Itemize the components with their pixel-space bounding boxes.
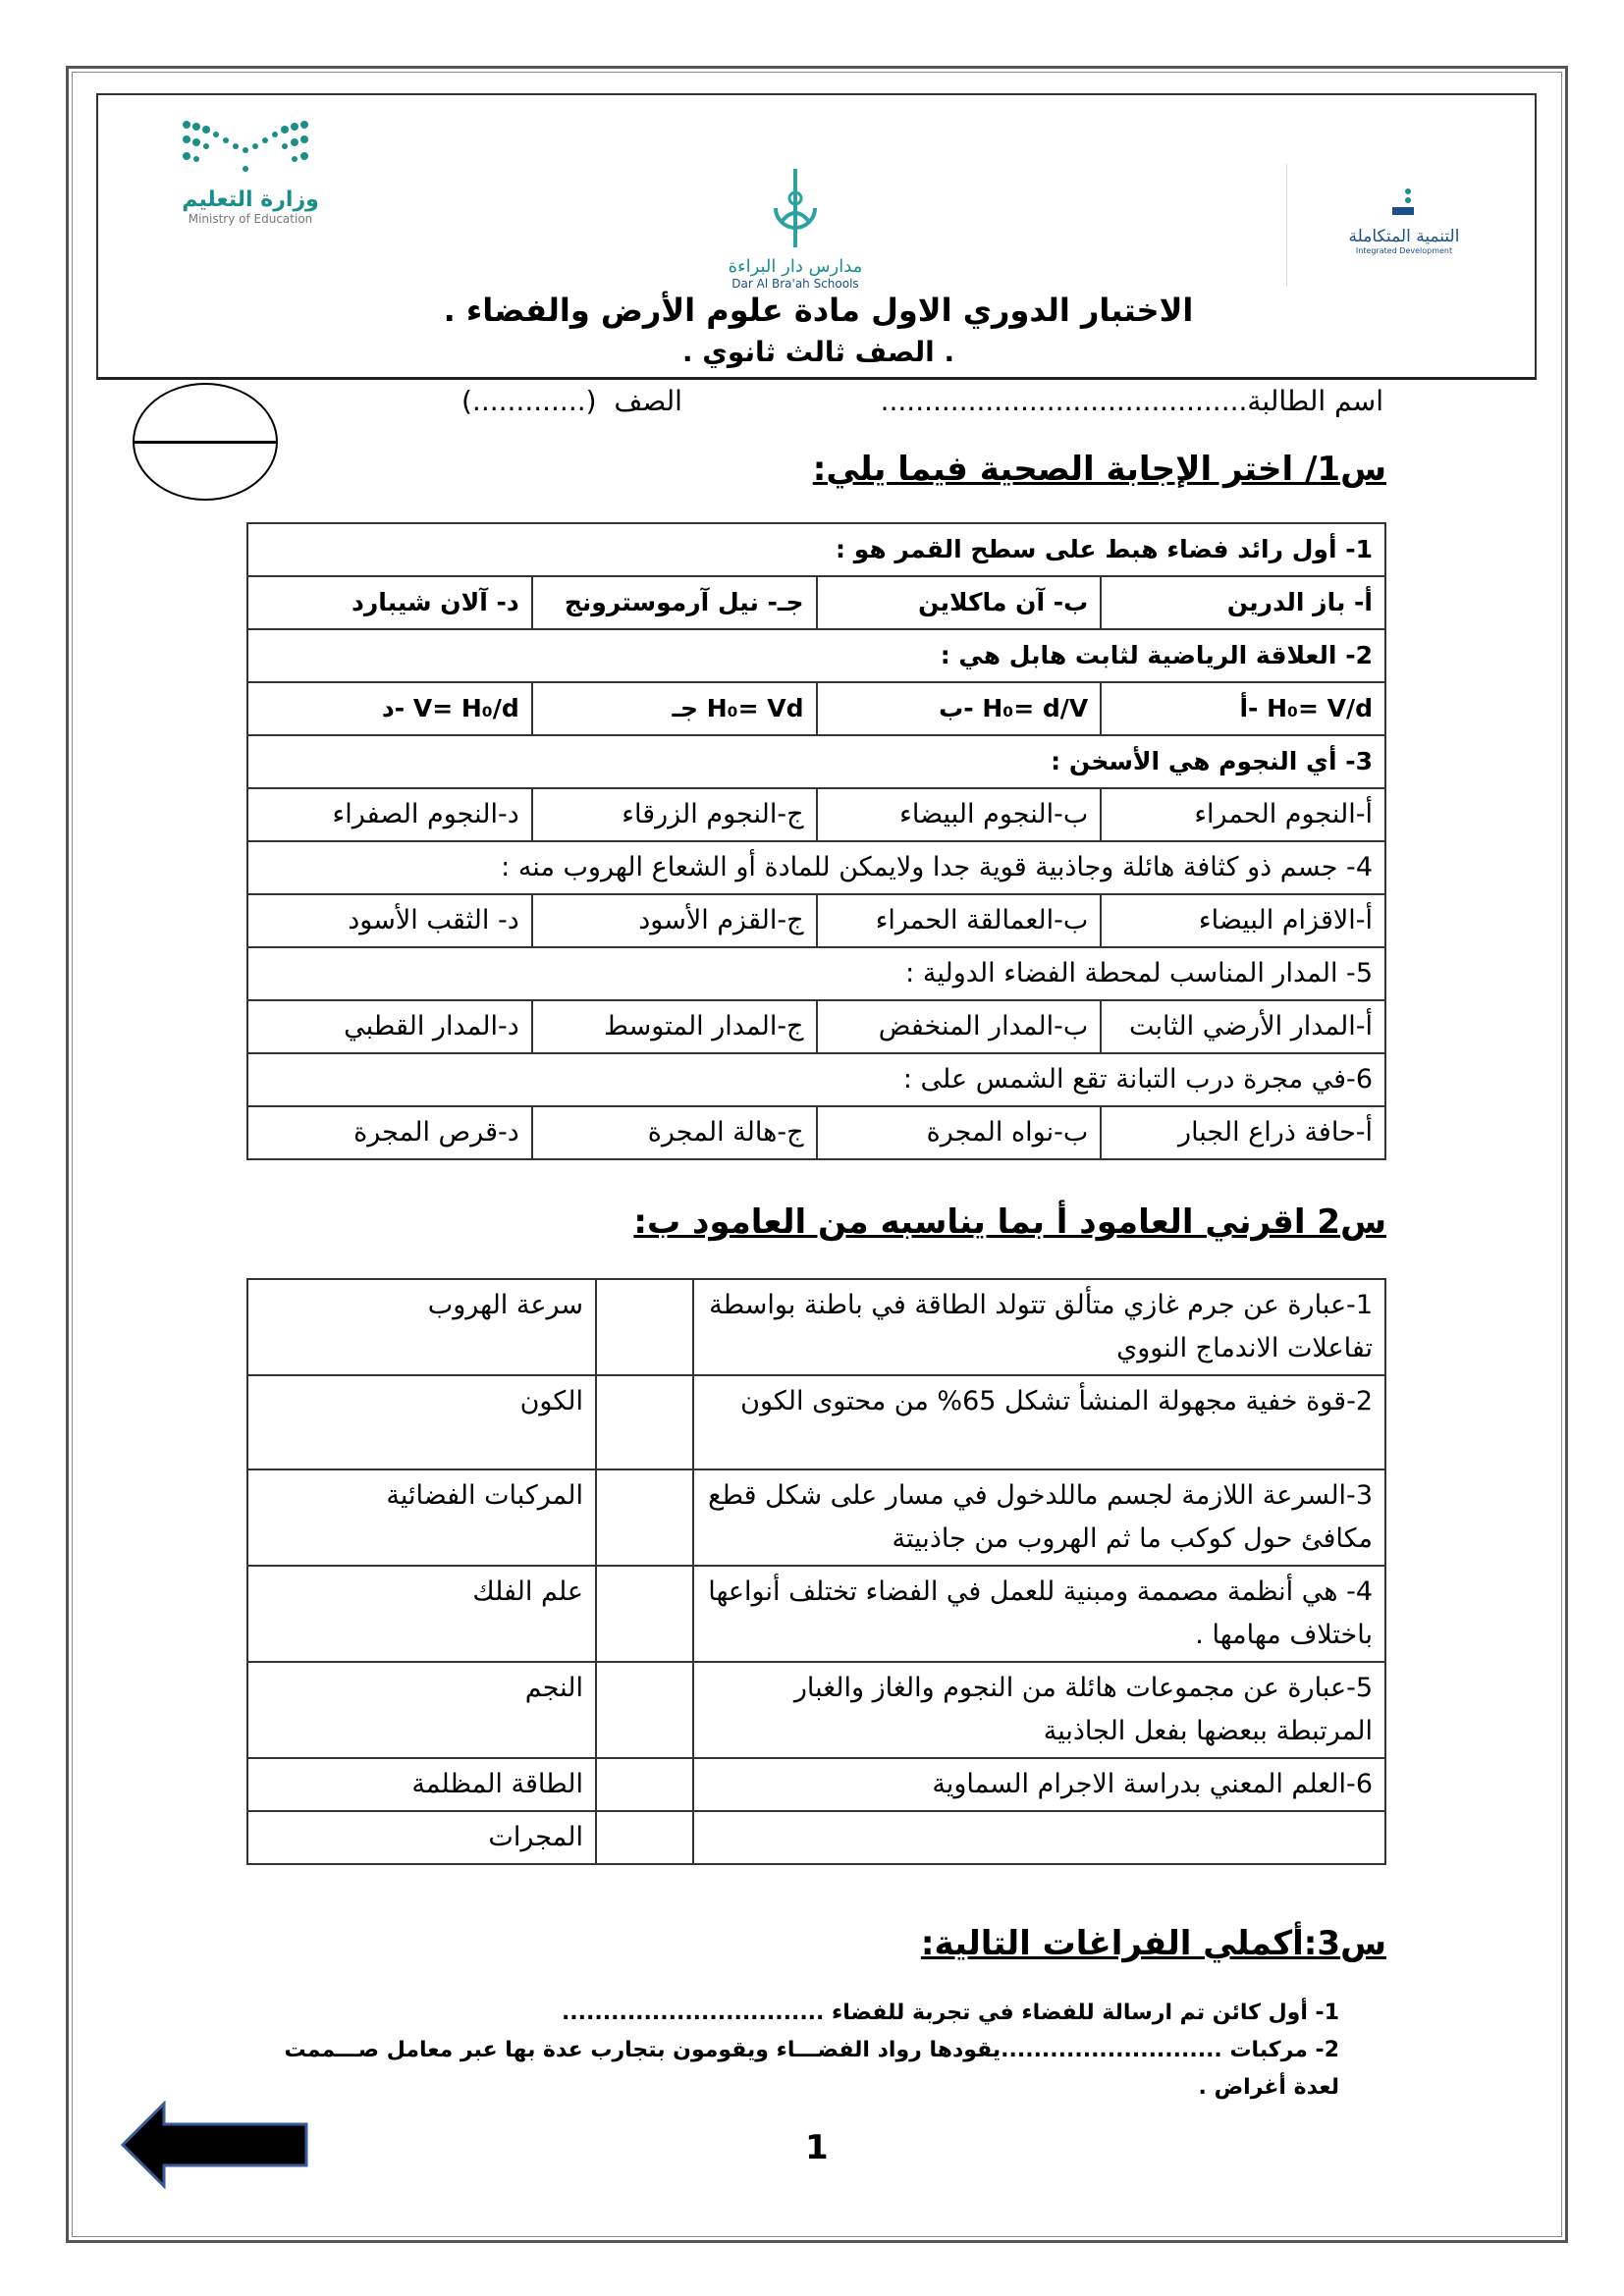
- answer-option[interactable]: أ-النجوم الحمراء: [1101, 788, 1385, 841]
- column-b-item: سرعة الهروب: [247, 1279, 596, 1375]
- q3-item-2[interactable]: 2- مركبات ...........................يقودها رواد الفضـــاء ويقومون بتجارب عدة بها عبر معامل صـــممت لعدة أغراض .: [284, 2038, 1339, 2100]
- options-row: [247, 788, 1385, 841]
- answer-option[interactable]: د-قرص المجرة: [247, 1106, 532, 1159]
- exam-subtitle: . الصف ثالث ثانوي .: [681, 336, 955, 368]
- answer-blank[interactable]: [596, 1566, 693, 1662]
- question-text: 6-في مجرة درب التبانة تقع الشمس على :: [247, 1053, 1385, 1106]
- class-field[interactable]: [461, 385, 682, 417]
- answer-option[interactable]: د- آلان شيبارد: [247, 576, 532, 629]
- answer-option[interactable]: أ- باز الدرين: [1101, 576, 1385, 629]
- options-row: [247, 1106, 1385, 1159]
- column-a-item: 5-عبارة عن مجموعات هائلة من النجوم والغاز والغبار المرتبطة ببعضها بفعل الجاذبية: [693, 1662, 1385, 1758]
- dev-name-ar: التنمية المتكاملة: [1348, 227, 1460, 246]
- answer-blank[interactable]: [596, 1279, 693, 1375]
- column-a-item: 2-قوة خفية مجهولة المنشأ تشكل 65% من محتوى الكون: [693, 1375, 1385, 1469]
- column-a-item: 3-السرعة اللازمة لجسم ماللدخول في مسار على شكل قطع مكافئ حول كوكب ما ثم الهروب من جاذبيتة: [693, 1469, 1385, 1566]
- answer-blank[interactable]: [596, 1662, 693, 1758]
- answer-option[interactable]: ج-هالة المجرة: [532, 1106, 817, 1159]
- dev-name-en: Integrated Development: [1355, 246, 1453, 255]
- column-b-item: المركبات الفضائية: [247, 1469, 596, 1566]
- answer-option[interactable]: أ-المدار الأرضي الثابت: [1101, 1000, 1385, 1053]
- q1-table: [246, 522, 1386, 1160]
- match-row: [247, 1758, 1385, 1811]
- answer-option[interactable]: أ- H₀= V/d: [1101, 682, 1385, 735]
- school-name-ar: مدارس دار البراءة: [728, 256, 863, 277]
- match-row: [247, 1375, 1385, 1469]
- answer-option[interactable]: ب- H₀= d/V: [817, 682, 1102, 735]
- answer-option[interactable]: د-المدار القطبي: [247, 1000, 532, 1053]
- column-a-item: 4- هي أنظمة مصممة ومبنية للعمل في الفضاء تختلف أنواعها باختلاف مهامها .: [693, 1566, 1385, 1662]
- answer-option[interactable]: ب-العمالقة الحمراء: [817, 894, 1102, 947]
- answer-blank[interactable]: [596, 1375, 693, 1469]
- q3-item-1[interactable]: 1- أول كائن تم ارسالة للفضاء في تجربة للفضاء ................................: [561, 2001, 1339, 2025]
- options-row: [247, 894, 1385, 947]
- answer-option[interactable]: د- الثقب الأسود: [247, 894, 532, 947]
- answer-option[interactable]: د- V= H₀/d: [247, 682, 532, 735]
- moe-name-en: Ministry of Education: [188, 212, 313, 226]
- class-label: الصف: [614, 385, 682, 417]
- grade-oval: [133, 383, 278, 501]
- match-row: [247, 1566, 1385, 1662]
- match-row: [247, 1469, 1385, 1566]
- student-name-field[interactable]: اسم الطالبة..........................................: [880, 385, 1383, 417]
- question-text: 1- أول رائد فضاء هبط على سطح القمر هو :: [247, 523, 1385, 576]
- moe-logo: [177, 115, 324, 226]
- answer-blank[interactable]: [596, 1469, 693, 1566]
- match-row: [247, 1811, 1385, 1864]
- column-a-item: 6-العلم المعني بدراسة الاجرام السماوية: [693, 1758, 1385, 1811]
- q1-heading: س1/ اختر الإجابة الصحية فيما يلي:: [812, 450, 1386, 489]
- moe-name-ar: وزارة التعليم: [182, 187, 319, 212]
- column-a-item: [693, 1811, 1385, 1864]
- answer-blank[interactable]: [596, 1758, 693, 1811]
- q3-list: [249, 1995, 1339, 2107]
- question-row: [247, 629, 1385, 682]
- column-b-item: الكون: [247, 1375, 596, 1469]
- column-b-item: المجرات: [247, 1811, 596, 1864]
- column-b-item: الطاقة المظلمة: [247, 1758, 596, 1811]
- moe-dots-icon: [177, 115, 314, 184]
- question-row: [247, 1053, 1385, 1106]
- page-number: 1: [805, 2128, 829, 2167]
- dev-emblem-icon: [1384, 184, 1424, 223]
- answer-option[interactable]: د-النجوم الصفراء: [247, 788, 532, 841]
- question-row: [247, 841, 1385, 894]
- answer-option[interactable]: جـ- نيل آرموسترونج: [532, 576, 817, 629]
- answer-blank[interactable]: [596, 1811, 693, 1864]
- column-b-item: علم الفلك: [247, 1566, 596, 1662]
- answer-option[interactable]: أ-حافة ذراع الجبار: [1101, 1106, 1385, 1159]
- question-row: [247, 523, 1385, 576]
- options-row: [247, 576, 1385, 629]
- next-arrow-icon[interactable]: [120, 2101, 311, 2189]
- question-text: 3- أي النجوم هي الأسخن :: [247, 735, 1385, 788]
- divider: [1286, 164, 1287, 287]
- question-text: 2- العلاقة الرياضية لثابت هابل هي :: [247, 629, 1385, 682]
- q3-heading: س3:أكملي الفراغات التالية:: [920, 1924, 1386, 1963]
- class-value: (.............): [461, 385, 597, 417]
- answer-option[interactable]: أ-الاقزام البيضاء: [1101, 894, 1385, 947]
- question-row: [247, 947, 1385, 1000]
- match-row: [247, 1279, 1385, 1375]
- answer-option[interactable]: ب-المدار المنخفض: [817, 1000, 1102, 1053]
- q2-heading: س2 اقرني العامود أ بما يناسبه من العامود ب:: [633, 1202, 1386, 1242]
- exam-title: الاختبار الدوري الاول مادة علوم الأرض والفضاء .: [443, 292, 1194, 329]
- match-row: [247, 1662, 1385, 1758]
- answer-option[interactable]: ب- آن ماكلاين: [817, 576, 1102, 629]
- answer-option[interactable]: ب-النجوم البيضاء: [817, 788, 1102, 841]
- column-a-item: 1-عبارة عن جرم غازي متألق تتولد الطاقة في باطنة بواسطة تفاعلات الاندماج النووي: [693, 1279, 1385, 1375]
- column-b-item: النجم: [247, 1662, 596, 1758]
- question-text: 5- المدار المناسب لمحطة الفضاء الدولية :: [247, 947, 1385, 1000]
- school-name-en: Dar Al Bra'ah Schools: [731, 277, 859, 291]
- header-box: [96, 93, 1537, 380]
- answer-option[interactable]: ج-القزم الأسود: [532, 894, 817, 947]
- options-row: [247, 1000, 1385, 1053]
- answer-option[interactable]: جـ H₀= Vd: [532, 682, 817, 735]
- answer-option[interactable]: ب-نواه المجرة: [817, 1106, 1102, 1159]
- school-emblem-icon: [756, 164, 835, 252]
- answer-option[interactable]: ج-المدار المتوسط: [532, 1000, 817, 1053]
- dev-logo: [1330, 184, 1478, 255]
- q2-table: [246, 1278, 1386, 1865]
- options-row: [247, 682, 1385, 735]
- answer-option[interactable]: ج-النجوم الزرقاء: [532, 788, 817, 841]
- school-logo: [687, 164, 903, 291]
- question-row: [247, 735, 1385, 788]
- question-text: 4- جسم ذو كثافة هائلة وجاذبية قوية جدا ولايمكن للمادة أو الشعاع الهروب منه :: [247, 841, 1385, 894]
